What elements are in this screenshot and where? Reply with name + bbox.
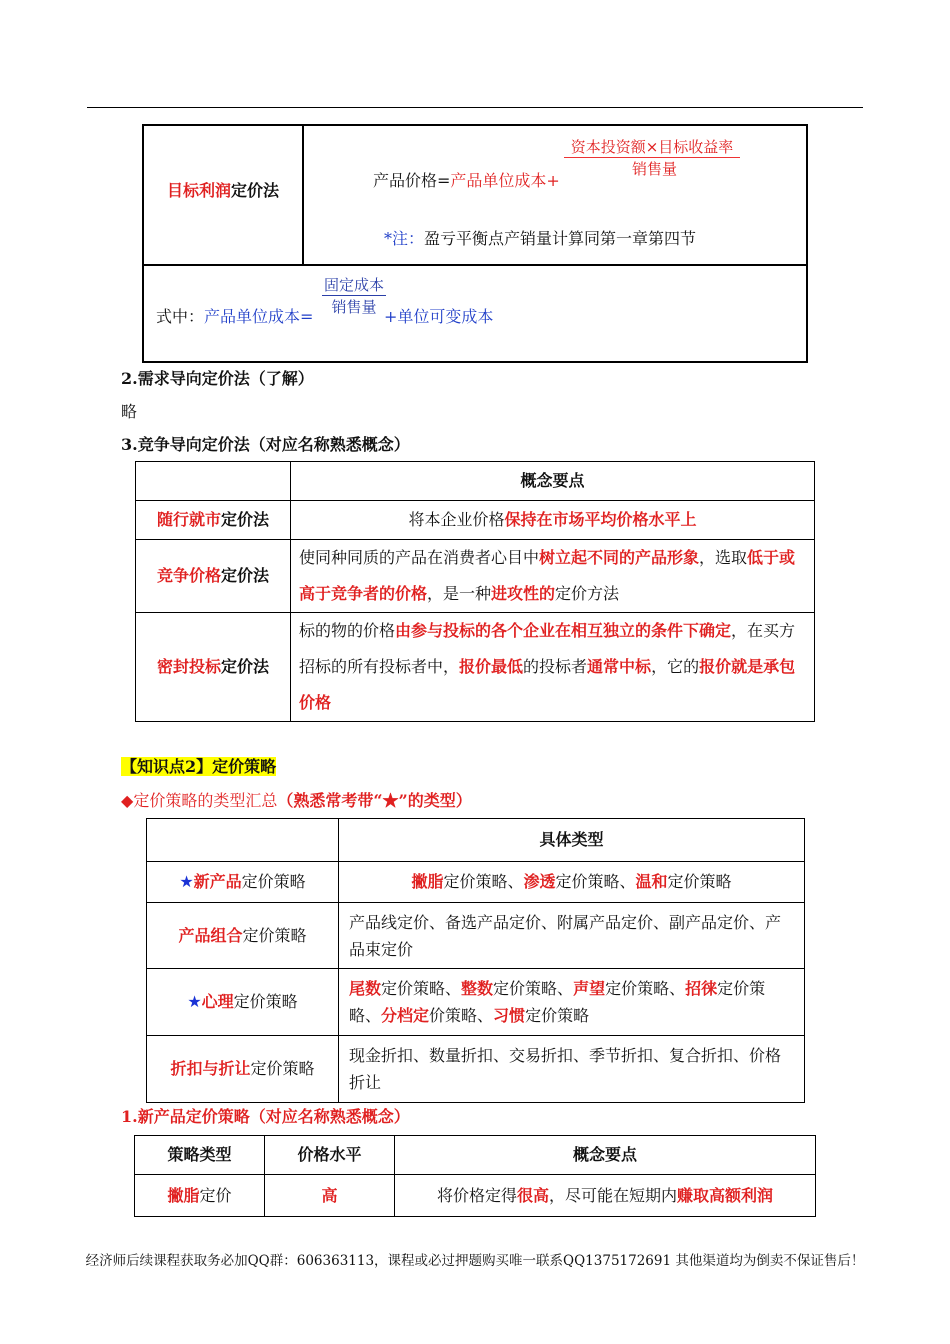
- table-row: [136, 540, 815, 613]
- diamond-icon: ◆: [121, 791, 134, 810]
- body-text: ，选取: [699, 548, 748, 567]
- formula-explain: 式中：产品单位成本=: [156, 307, 314, 326]
- highlight-text: 渗透: [523, 872, 556, 891]
- explain-tail: +单位可变成本: [384, 307, 494, 326]
- body-text: ，在买方招标的所有投标者中，: [299, 621, 796, 676]
- table1-header: 概念要点: [291, 462, 815, 501]
- strategy-name: 产品组合定价策略: [147, 903, 339, 969]
- table3-header-concept: 概念要点: [395, 1136, 816, 1175]
- row-content: [339, 862, 805, 903]
- fraction2-denominator: 销售量: [331, 298, 377, 316]
- table-row: [147, 862, 805, 903]
- target-profit-box: [142, 124, 808, 363]
- table-row: [136, 501, 815, 540]
- competition-table: [135, 461, 815, 722]
- highlight-text: 习惯: [493, 1006, 526, 1025]
- price-level: 高: [265, 1175, 395, 1217]
- body-text: 定价策略、: [443, 872, 524, 891]
- table3-header-type: 策略类型: [135, 1136, 265, 1175]
- section-new-product-title: 1.新产品定价策略（对应名称熟悉概念）: [121, 1107, 410, 1126]
- body-text: 定价策略、: [493, 979, 574, 998]
- formula-fraction: [564, 136, 740, 179]
- table-row: [147, 969, 805, 1036]
- header-rule: [87, 107, 863, 108]
- body-text: 定价策略、: [555, 872, 636, 891]
- fraction-denominator: 销售量: [632, 160, 678, 178]
- footer-notice: 经济师后续课程获取务必加QQ群：606363113，课程或必过押题购买唯一联系QQ1375172691 其他渠道均为倒卖不保证售后！: [85, 1253, 865, 1269]
- highlight-text: 由参与投标的各个企业在相互独立的条件下确定: [395, 621, 732, 640]
- highlight-text: 报价最低: [459, 657, 524, 676]
- highlight-text: 赚取高额利润: [677, 1185, 774, 1205]
- table1-corner: [136, 462, 291, 501]
- row-content: [339, 903, 805, 969]
- table3-header-level: 价格水平: [265, 1136, 395, 1175]
- table-row: [136, 613, 815, 722]
- row-content: [291, 501, 815, 540]
- note: *注：盈亏平衡点产销量计算同第一章第四节: [384, 229, 697, 248]
- highlight-text: 通常中标: [587, 657, 652, 676]
- table-row: [147, 1036, 805, 1103]
- highlight-text: 很高: [516, 1185, 549, 1205]
- knowledge-point-tag: 【知识点2】定价策略: [121, 757, 277, 776]
- star-icon: ★: [187, 992, 202, 1011]
- body-text: 定价策略、: [605, 979, 686, 998]
- fraction2-numerator: 固定成本: [323, 276, 384, 294]
- strategy-name: ★新产品定价策略: [147, 862, 339, 903]
- highlight-text: 招徕: [685, 979, 718, 998]
- table2-corner: [147, 819, 339, 862]
- method-name: 竞争价格定价法: [136, 540, 291, 613]
- body-text: 产品线定价、备选产品定价、附属产品定价、副产品定价、产品束定价: [349, 912, 782, 959]
- body-text: 现金折扣、数量折扣、交易折扣、季节折扣、复合折扣、价格折让: [349, 1046, 782, 1092]
- body-text: ，尽可能在短期内: [549, 1185, 678, 1205]
- highlight-text: 进攻性的: [491, 584, 556, 603]
- explain-fraction: [322, 274, 386, 317]
- highlight-text: 低于或高于竞争者的价格: [299, 548, 796, 603]
- body-text: 价策略、: [429, 1006, 494, 1025]
- body-text: 定价策略: [525, 1006, 590, 1025]
- highlight-text: 树立起不同的产品形象: [539, 548, 700, 567]
- strategy-table: [146, 818, 805, 1103]
- fraction-numerator: 资本投资额×目标收益率: [570, 138, 734, 156]
- highlight-text: 声望: [573, 979, 606, 998]
- row-content: [339, 969, 805, 1036]
- body-text: 定价策略、: [381, 979, 462, 998]
- formula: 产品价格=产品单位成本+: [373, 171, 560, 190]
- body-text: 将价格定得: [436, 1185, 517, 1205]
- row-content: [395, 1175, 816, 1217]
- strategy-subtitle: ◆定价策略的类型汇总（熟悉常考带“★”的类型）: [121, 791, 472, 810]
- table-row: [147, 903, 805, 969]
- section-competition-title: 3.竞争导向定价法（对应名称熟悉概念）: [121, 435, 410, 454]
- body-text: 将本企业价格: [408, 510, 505, 529]
- body-text: 定价方法: [555, 584, 620, 603]
- highlight-text: 保持在市场平均价格水平上: [504, 510, 697, 529]
- method-name: 随行就市定价法: [136, 501, 291, 540]
- box-divider-v: [302, 126, 304, 265]
- section-demand-body: 略: [121, 402, 138, 421]
- body-text: 使同种同质的产品在消费者心目中: [299, 548, 540, 567]
- section-demand-title: 2.需求导向定价法（了解）: [121, 369, 314, 388]
- method-name: 目标利润定价法: [166, 181, 280, 200]
- body-text: 定价策略、: [349, 979, 766, 1025]
- table-row: [135, 1175, 816, 1217]
- highlight-text: 报价就是承包价格: [299, 657, 796, 712]
- method-name: 密封投标定价法: [136, 613, 291, 722]
- body-text: 的投标者: [523, 657, 588, 676]
- strategy-name: ★心理定价策略: [147, 969, 339, 1036]
- strategy-type: 撇脂定价: [135, 1175, 265, 1217]
- body-text: ，是一种: [427, 584, 492, 603]
- row-content: [291, 613, 815, 722]
- body-text: 定价策略: [667, 872, 732, 891]
- strategy-name: 折扣与折让定价策略: [147, 1036, 339, 1103]
- box-divider-h: [144, 264, 806, 266]
- row-content: [339, 1036, 805, 1103]
- new-product-table: [134, 1135, 816, 1217]
- highlight-text: 整数: [461, 979, 494, 998]
- body-text: 标的物的价格: [299, 621, 396, 640]
- table2-header: 具体类型: [339, 819, 805, 862]
- body-text: ，它的: [651, 657, 700, 676]
- highlight-text: 撇脂: [411, 872, 444, 891]
- highlight-text: 分档定: [381, 1006, 430, 1025]
- highlight-text: 温和: [635, 872, 668, 891]
- row-content: [291, 540, 815, 613]
- star-icon: ★: [179, 872, 194, 891]
- highlight-text: 尾数: [349, 979, 382, 998]
